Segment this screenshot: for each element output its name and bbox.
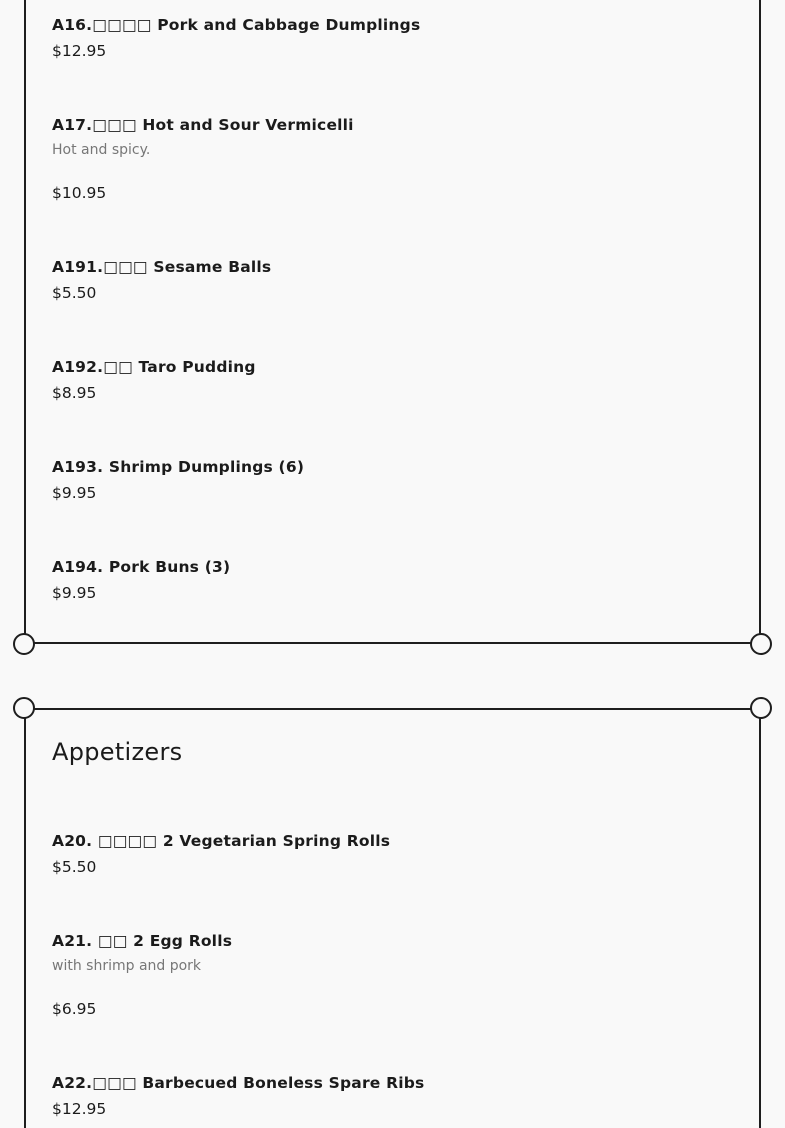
item-name: A191.□□□ Sesame Balls [52,258,272,276]
menu-card-appetizers [24,708,761,1128]
menu-item[interactable] [52,456,732,504]
item-name: A21. □□ 2 Egg Rolls [52,932,233,950]
item-description: Hot and spicy. [52,142,151,158]
item-price: $5.50 [52,284,97,302]
item-name: A20. □□□□ 2 Vegetarian Spring Rolls [52,832,391,850]
item-price: $9.95 [52,484,97,502]
menu-item[interactable] [52,830,732,878]
item-price: $12.95 [52,1100,107,1118]
menu-item[interactable] [52,356,732,404]
item-price: $12.95 [52,42,107,60]
section-title: Appetizers [52,738,183,766]
item-description: with shrimp and pork [52,958,202,974]
item-name: A22.□□□ Barbecued Boneless Spare Ribs [52,1074,425,1092]
item-name: A193. Shrimp Dumplings (6) [52,458,305,476]
menu-item[interactable] [52,14,732,62]
item-price: $8.95 [52,384,97,402]
item-price: $9.95 [52,584,97,602]
item-price: $6.95 [52,1000,97,1018]
item-name: A16.□□□□ Pork and Cabbage Dumplings [52,16,421,34]
item-price: $10.95 [52,184,107,202]
menu-item[interactable] [52,114,732,204]
menu-card-noodles-dimsum [24,0,761,644]
item-price: $5.50 [52,858,97,876]
item-name: A194. Pork Buns (3) [52,558,231,576]
menu-item[interactable] [52,930,732,1020]
menu-item[interactable] [52,1072,732,1120]
item-name: A192.□□ Taro Pudding [52,358,256,376]
item-name: A17.□□□ Hot and Sour Vermicelli [52,116,354,134]
menu-item[interactable] [52,256,732,304]
menu-item[interactable] [52,556,732,604]
